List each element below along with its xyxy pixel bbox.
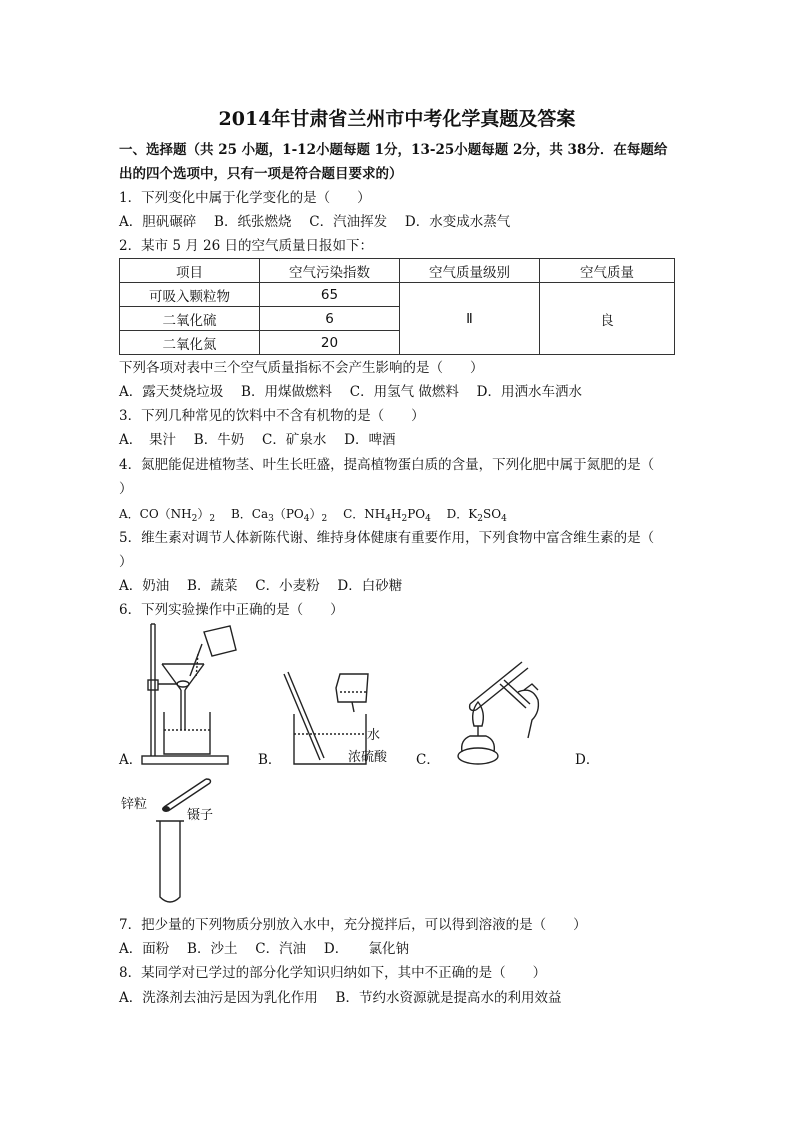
q4-option-c: C．$NH_4H_2PO_4$ (343, 507, 431, 524)
q4-option-d: D．$K_2SO_4$ (446, 507, 507, 524)
q3-stem: 3．下列几种常见的饮料中不含有机物的是（ ） (119, 408, 425, 424)
q6-label-d: D． (575, 752, 600, 768)
q7-options: A．面粉 B．沙土 C．汽油 D． 氯化钠 (119, 941, 409, 957)
q5-stem-line2: ） (119, 554, 133, 570)
q4-option-b: B．$Ca_3(PO_4)_2$ (230, 507, 328, 524)
section-heading-line1: 一、选择题（共 25 小题，1-12小题每题 1分，13-25小题每题 2分，共 38分．在每题给 (119, 142, 668, 158)
table-cell-index: 65 (260, 283, 400, 307)
table-header-row (120, 259, 675, 283)
table-cell-item: 二氧化氮 (120, 331, 260, 355)
q2-question: 下列各项对表中三个空气质量指标不会产生影响的是（ ） (119, 360, 484, 376)
table-cell-index: 20 (260, 331, 400, 355)
table-header-cell: 空气质量级别 (400, 259, 540, 283)
sulfuric-acid-label: 浓硫酸 (348, 750, 388, 765)
zinc-label: 锌粒 (121, 797, 148, 812)
q4-stem-line2: ） (119, 481, 133, 497)
tweezers-label: 镊子 (187, 808, 214, 823)
page-title: 2014年甘肃省兰州市中考化学真题及答案 (218, 108, 576, 130)
q2-options: A．露天焚烧垃圾 B．用煤做燃料 C．用氢气 做燃料 D．用洒水车洒水 (119, 384, 582, 400)
q1-stem: 1．下列变化中属于化学变化的是（ ） (119, 190, 371, 206)
q4-options (119, 504, 507, 529)
q4-stem-line1: 4．氮肥能促进植物茎、叶生长旺盛，提高植物蛋白质的含量，下列化肥中属于氮肥的是（ (119, 457, 655, 473)
q2-stem: 2．某市 5 月 26 日的空气质量日报如下： (119, 238, 374, 254)
table-header-cell: 空气质量 (540, 259, 675, 283)
q6-label-a: A． (119, 752, 143, 768)
zinc-granule (162, 806, 170, 812)
table-row (120, 283, 675, 307)
filtration-apparatus-figure (138, 622, 250, 768)
q3-options: A． 果汁 B．牛奶 C．矿泉水 D．啤酒 (119, 432, 396, 448)
q1-options: A．胆矾碾碎 B．纸张燃烧 C．汽油挥发 D．水变成水蒸气 (119, 214, 511, 230)
q5-options: A．奶油 B．蔬菜 C．小麦粉 D．白砂糖 (119, 578, 403, 594)
q7-stem: 7．把少量的下列物质分别放入水中，充分搅拌后，可以得到溶液的是（ ） (119, 917, 587, 933)
q8-stem: 8．某同学对已学过的部分化学知识归纳如下，其中不正确的是（ ） (119, 965, 547, 981)
q6-label-c: C． (416, 752, 440, 768)
q4-option-a: A．$CO(NH_2)_2$ (119, 507, 216, 524)
section-heading-line2: 出的四个选项中，只有一项是符合题目要求的） (119, 166, 403, 182)
q8-options: A．洗涤剂去油污是因为乳化作用 B．节约水资源就是提高水的利用效益 (119, 990, 562, 1006)
table-header-cell: 项目 (120, 259, 260, 283)
table-cell-quality: 良 (540, 283, 675, 355)
table-cell-level: Ⅱ (400, 283, 540, 355)
table-cell-item: 可吸入颗粒物 (120, 283, 260, 307)
air-quality-table (119, 258, 675, 355)
table-header-cell: 空气污染指数 (260, 259, 400, 283)
q6-label-b: B． (258, 752, 282, 768)
q6-stem: 6．下列实验操作中正确的是（ ） (119, 602, 344, 618)
table-cell-item: 二氧化硫 (120, 307, 260, 331)
table-cell-index: 6 (260, 307, 400, 331)
zinc-test-tube-figure (150, 775, 230, 910)
test-tube-heating-figure (440, 650, 560, 770)
q5-stem-line1: 5．维生素对调节人体新陈代谢、维持身体健康有重要作用，下列食物中富含维生素的是（ (119, 530, 655, 546)
water-label: 水 (367, 728, 381, 743)
